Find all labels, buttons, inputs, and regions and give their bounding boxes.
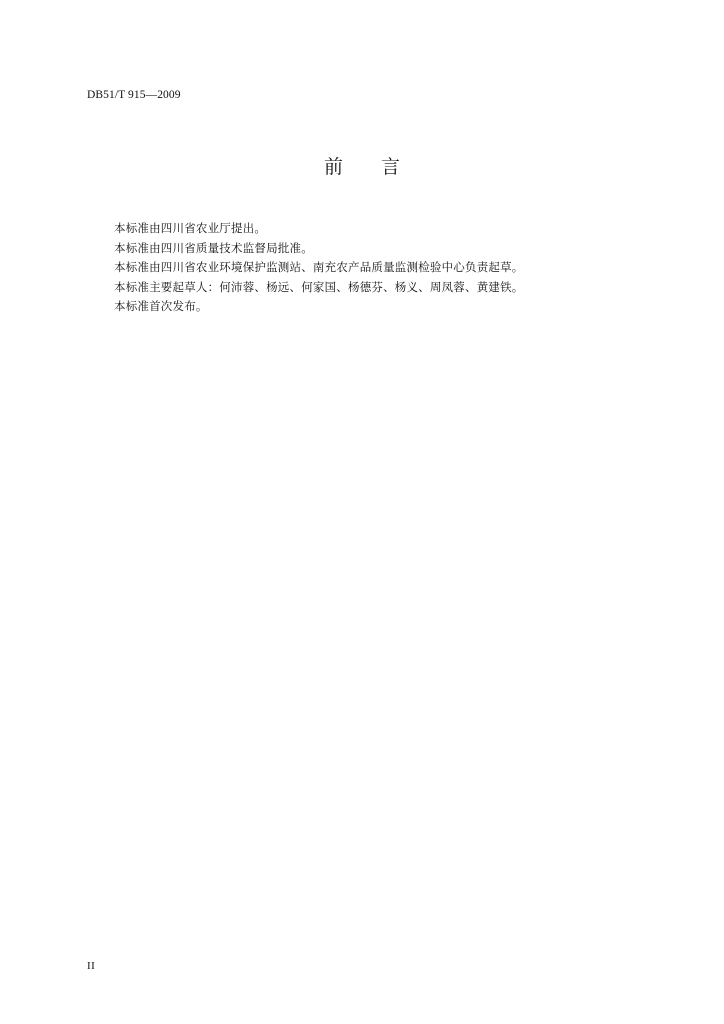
paragraph-drafting-units: 本标准由四川省农业环境保护监测站、南充农产品质量监测检验中心负责起草。 bbox=[114, 260, 524, 274]
paragraph-drafters: 本标准主要起草人：何沛蓉、杨远、何家国、杨德芬、杨义、周凤蓉、黄建铁。 bbox=[114, 279, 524, 294]
foreword-body bbox=[114, 219, 574, 317]
page-number: II bbox=[87, 960, 96, 972]
page-title bbox=[0, 155, 724, 179]
paragraph-approver: 本标准由四川省质量技术监督局批准。 bbox=[114, 240, 313, 255]
title-char-2: 言 bbox=[381, 156, 401, 178]
paragraph-proposer: 本标准由四川省农业厅提出。 bbox=[114, 221, 267, 235]
standard-code-header: DB51/T 915—2009 bbox=[87, 89, 181, 101]
paragraph-first-release: 本标准首次发布。 bbox=[114, 299, 208, 313]
title-char-1: 前 bbox=[323, 156, 343, 178]
